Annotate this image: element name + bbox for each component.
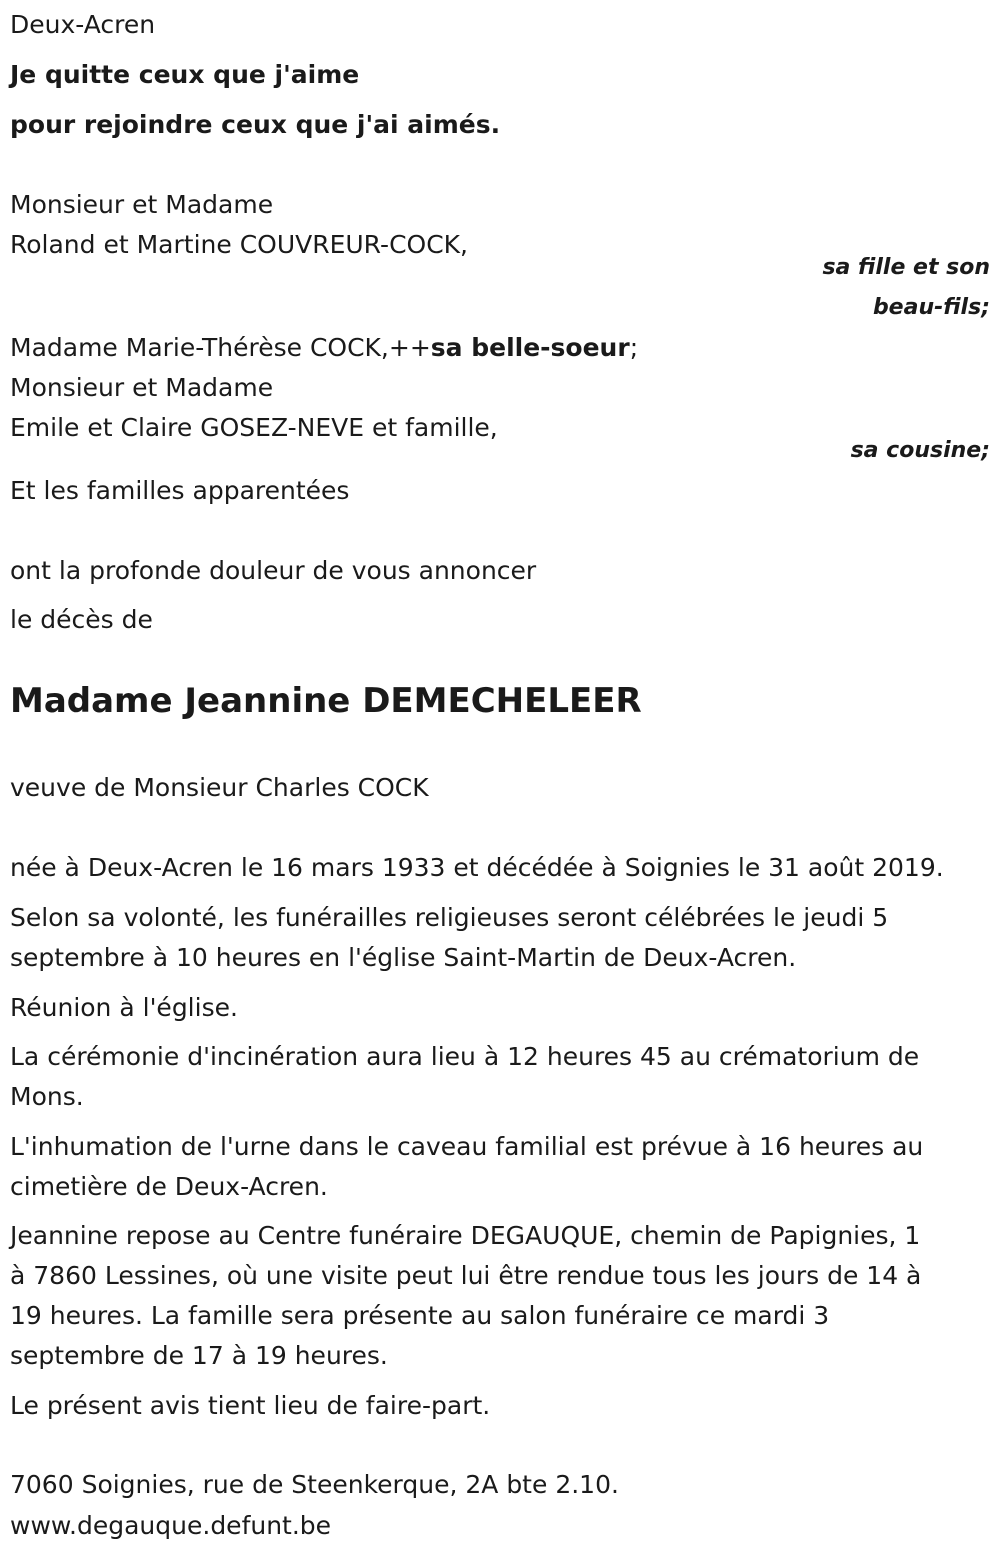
deceased-name: Madame Jeannine DEMECHELEER: [10, 681, 642, 721]
family-line-3-name: Madame Marie-Thérèse COCK,++: [10, 333, 431, 362]
relation-cousine: sa cousine;: [850, 438, 990, 463]
funeral-line-1: Selon sa volonté, les funérailles religieuses seront célébrées le jeudi 5: [10, 903, 889, 932]
funeral-home-address: 7060 Soignies, rue de Steenkerque, 2A bte 2.10.: [10, 1470, 619, 1499]
funeral-paragraph: [10, 898, 888, 978]
faire-part-note: Le présent avis tient lieu de faire-part.: [10, 1391, 491, 1420]
visitation-line-4: septembre de 17 à 19 heures.: [10, 1341, 388, 1370]
relation-belle-soeur: sa belle-soeur: [430, 333, 630, 362]
relation-beau-fils: beau-fils;: [872, 295, 990, 320]
visitation-line-3: 19 heures. La famille sera présente au salon funéraire ce mardi 3: [10, 1301, 830, 1330]
family-line-5: Emile et Claire GOSEZ-NEVE et famille,: [10, 413, 498, 442]
funeral-line-2: septembre à 10 heures en l'église Saint-Martin de Deux-Acren.: [10, 943, 797, 972]
announce-line-2: le décès de: [10, 605, 153, 634]
visitation-line-1: Jeannine repose au Centre funéraire DEGAUQUE, chemin de Papignies, 1: [10, 1221, 921, 1250]
inhumation-paragraph: [10, 1127, 923, 1207]
funeral-home-website[interactable]: www.degauque.defunt.be: [10, 1511, 332, 1540]
relation-fille: sa fille et son: [822, 255, 990, 280]
family-line-3: [10, 328, 638, 368]
family-line-3-punct: ;: [629, 333, 639, 362]
visitation-paragraph: [10, 1216, 921, 1376]
cremation-line-2: Mons.: [10, 1082, 84, 1111]
family-line-6: Et les familles apparentées: [10, 476, 350, 505]
inhumation-line-1: L'inhumation de l'urne dans le caveau familial est prévue à 16 heures au: [10, 1132, 924, 1161]
quote-line-1: Je quitte ceux que j'aime: [10, 60, 360, 89]
visitation-line-2: à 7860 Lessines, où une visite peut lui être rendue tous les jours de 14 à: [10, 1261, 922, 1290]
quote-line-2: pour rejoindre ceux que j'ai aimés.: [10, 110, 501, 139]
announce-line-1: ont la profonde douleur de vous annoncer: [10, 556, 537, 585]
family-line-1: Monsieur et Madame: [10, 190, 274, 219]
widow-of: veuve de Monsieur Charles COCK: [10, 773, 429, 802]
cremation-line-1: La cérémonie d'incinération aura lieu à 12 heures 45 au crématorium de: [10, 1042, 920, 1071]
inhumation-line-2: cimetière de Deux-Acren.: [10, 1172, 328, 1201]
birth-death-dates: née à Deux-Acren le 16 mars 1933 et décédée à Soignies le 31 août 2019.: [10, 853, 944, 882]
family-line-4: Monsieur et Madame: [10, 373, 274, 402]
cremation-paragraph: [10, 1037, 919, 1117]
family-line-2: Roland et Martine COUVREUR-COCK,: [10, 230, 468, 259]
location-heading: Deux-Acren: [10, 10, 156, 39]
reunion-line: Réunion à l'église.: [10, 993, 238, 1022]
